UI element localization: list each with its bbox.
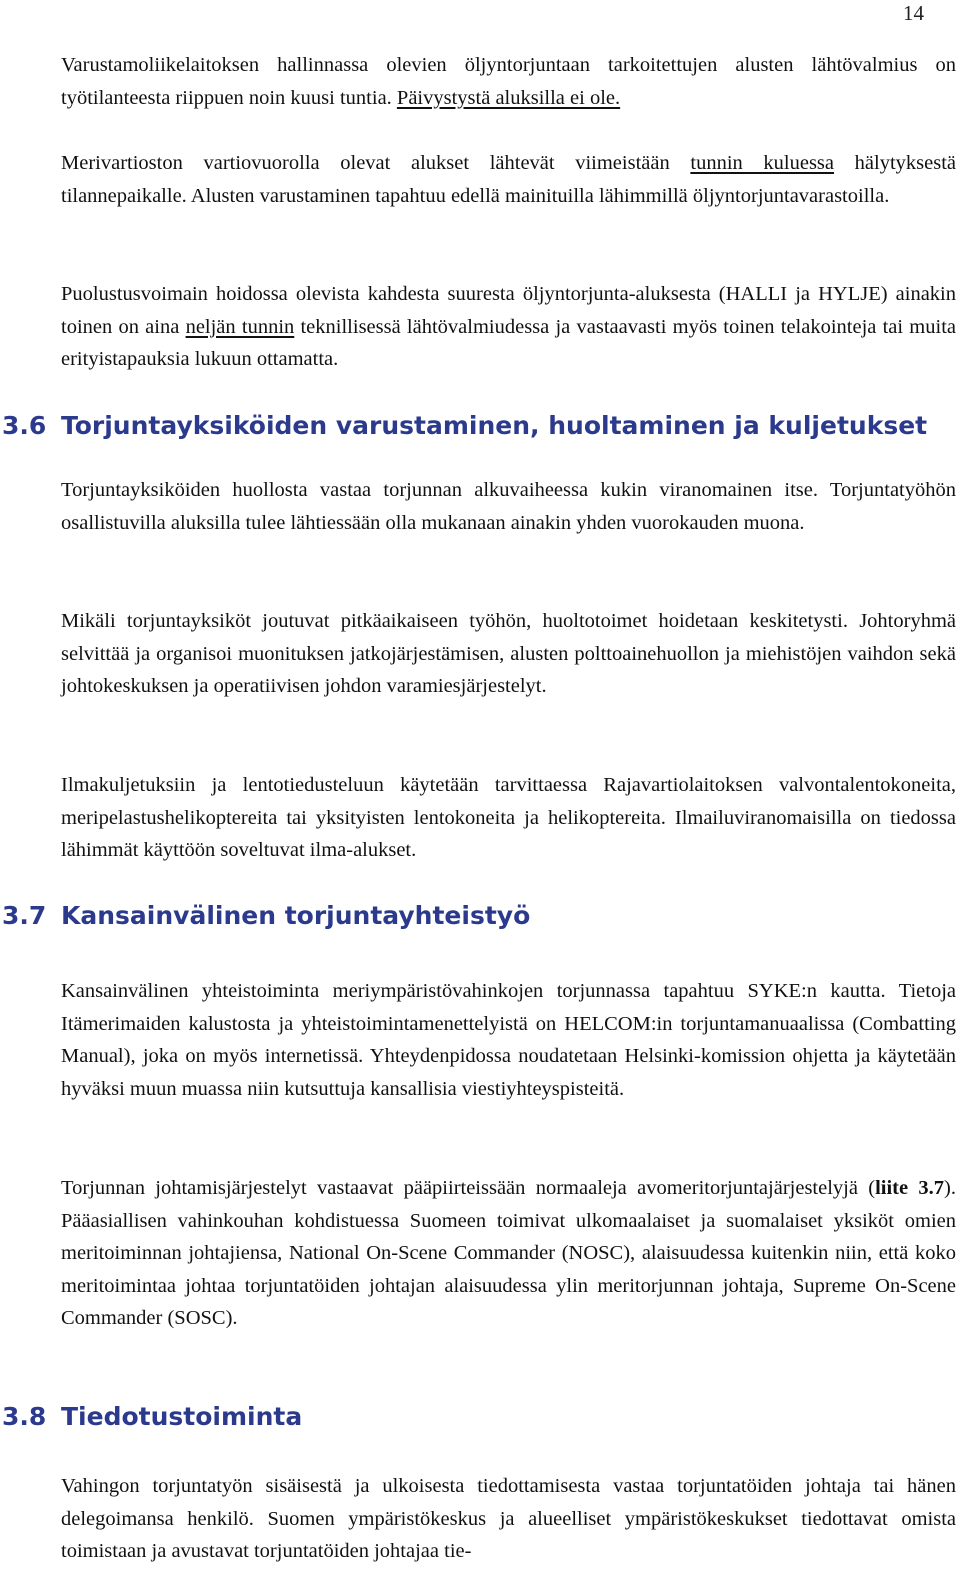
paragraph-text: Puolustusvoimain hoidossa olevista kahdesta suuresta öljyntorjunta-aluksesta (HALLI ja HYLJE) ainakin toinen on aina: [61, 283, 956, 338]
section-number: 3.7: [2, 901, 47, 930]
paragraph-tiedottaminen: Vahingon torjuntatyön sisäisestä ja ulkoisesta tiedottamisesta vastaa torjuntatöiden johtaja tai hänen delegoimansa henkilö. Suomen ympäristökeskus ja alueelliset ympäristökeskukset tiedottavat omista toimistaan ja avustavat torjuntatöiden johtajaa tie-: [61, 1475, 956, 1563]
section-number: 3.8: [2, 1402, 47, 1431]
paragraph-huolto: Torjuntayksiköiden huollosta vastaa torjunnan alkuvaiheessa kukin viranomainen itse. Torjuntatyöhön osallistuvilla aluksilla tulee lähtiessään olla mukanaan ainakin yhden vuorokauden muona.: [61, 479, 956, 534]
section-title: Torjuntayksiköiden varustaminen, huoltaminen ja kuljetukset: [61, 411, 928, 440]
paragraph-puolustusvoimat: [61, 278, 956, 376]
paragraph-johtamisjarjestelyt: [61, 1172, 956, 1335]
paragraph-alus-lahtovalmius: [61, 49, 956, 114]
paragraph-text: Varustamoliikelaitoksen hallinnassa olevien öljyntorjuntaan tarkoitettujen alusten lähtövalmius on työtilanteesta riippuen noin kuusi tuntia.: [61, 54, 956, 109]
paragraph-kansainvalinen: Kansainvälinen yhteistoiminta meriympäristövahinkojen torjunnassa tapahtuu SYKE:n kautta. Tietoja Itämerimaiden kalustosta ja yhteistoimintamenettelyistä on HELCOM:in torjuntamanuaalissa (Combatting Manual), joka on myös internetissä. Yhteydenpidossa noudatetaan Helsinki-komission ohjetta ja käytetään hyväksi muun muassa niin kutsuttuja kansallisia viestiyhteyspisteitä.: [61, 980, 956, 1100]
paragraph-text: Torjunnan johtamisjärjestelyt vastaavat pääpiirteissään normaaleja avomeritorjuntajärjestelyjä (: [61, 1177, 876, 1199]
section-title: Tiedotustoiminta: [61, 1402, 303, 1431]
paragraph-text: ). Pääasiallisen vahinkouhan kohdistuessa Suomeen toimivat ulkomaalaiset ja suomalaiset yksiköt omien meritoiminnan johtajiensa, National On-Scene Commander (NOSC), alaisuudessa kuitenkin niin, että koko meritoimintaa johtaa torjuntatöiden johtajan alaisuudessa ylin meritorjunnan johtaja, Supreme On-Scene Commander (SOSC).: [61, 1177, 956, 1330]
section-number: 3.6: [2, 411, 47, 440]
underlined-text: Päivystystä aluksilla ei ole.: [396, 86, 621, 109]
paragraph-text: teknillisessä lähtövalmiudessa ja vastaavasti myös toinen telakointeja tai muita erityistapauksia lukuun ottamatta.: [61, 315, 956, 371]
paragraph-ilmakuljetukset: Ilmakuljetuksiin ja lentotiedusteluun käytetään tarvittaessa Rajavartiolaitoksen valvontalentokoneita, meripelastushelikoptereita tai yksityisten lentokoneita ja helikoptereita. Ilmailuviranomaisilla on tiedossa lähimmät käyttöön soveltuvat ilma-alukset.: [61, 774, 956, 862]
paragraph-pitkaaikainen-tyo: Mikäli torjuntayksiköt joutuvat pitkäaikaiseen työhön, huoltotoimet hoidetaan keskitetysti. Johtoryhmä selvittää ja organisoi muonituksen jatkojärjestämisen, alusten polttoainehuollon ja miehistöjen vaihdon sekä johtokeskuksen ja operatiivisen johdon varamiesjärjestelyt.: [61, 610, 956, 698]
section-title: Kansainvälinen torjuntayhteistyö: [61, 901, 531, 930]
paragraph-merivartiosto: [61, 147, 956, 212]
appendix-reference: liite 3.7: [875, 1177, 945, 1199]
paragraph-text: Merivartioston vartiovuorolla olevat alukset lähtevät viimeistään: [61, 152, 691, 174]
page-number: 14: [903, 1, 924, 25]
underlined-text: tunnin kuluessa: [690, 152, 835, 174]
paragraph-text: hälytyksestä tilannepaikalle. Alusten varustaminen tapahtuu edellä mainituilla lähimmillä öljyntorjuntavarastoilla.: [61, 152, 956, 207]
underlined-text: neljän tunnin: [185, 315, 295, 338]
